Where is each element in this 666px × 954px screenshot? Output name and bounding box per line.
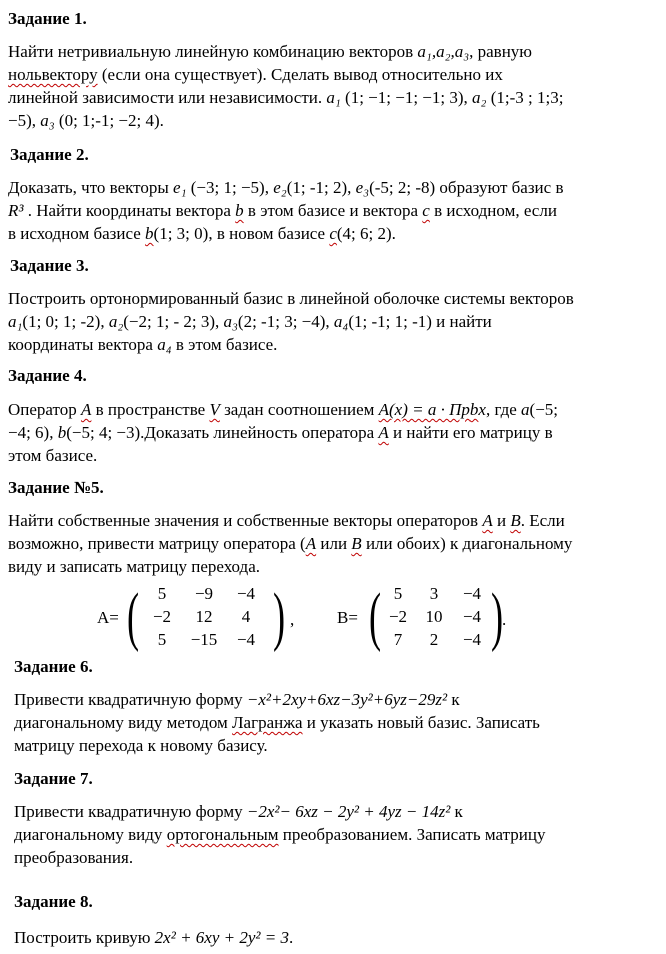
matrix-a-left-paren: (: [126, 580, 140, 653]
matrix-b-label: B=: [337, 608, 358, 627]
task-7-line-3: преобразования.: [14, 848, 134, 867]
task-1-line-4: −5), a₃ (0; 1;-1; −2; 4).: [8, 111, 164, 130]
matrix-b-left-paren: (: [368, 580, 382, 653]
task-6-title: Задание 6.: [14, 657, 93, 676]
matrix-b-cell: −4: [462, 607, 482, 626]
matrix-b-cell: 2: [429, 630, 439, 649]
task-7-title: Задание 7.: [14, 769, 93, 788]
matrix-b: [362, 582, 512, 654]
matrix-a-cell: 5: [157, 630, 167, 649]
matrix-b-cell: 7: [393, 630, 403, 649]
task-3-line-1: Построить ортонормированный базис в линейной оболочке системы векторов: [8, 289, 574, 308]
task-6-line-1: Привести квадратичную форму −x²+2xy+6xz−3y²+6yz−29z² к: [14, 690, 460, 709]
matrix-b-cell: −4: [462, 584, 482, 603]
task-3-line-3: координаты вектора a₄ в этом базисе.: [8, 335, 278, 354]
matrix-b-cell: −2: [388, 607, 408, 626]
task-3-line-2: a₁(1; 0; 1; -2), a₂(−2; 1; - 2; 3), a₃(2; -1; 3; −4), a₄(1; -1; 1; -1) и найти: [8, 312, 492, 331]
matrix-a-cell: −4: [236, 630, 256, 649]
task-4-title: Задание 4.: [8, 366, 87, 385]
task-2-line-3: в исходном базисе b(1; 3; 0), в новом базисе c(4; 6; 2).: [8, 224, 396, 243]
task-5-line-3: виду и записать матрицу перехода.: [8, 557, 260, 576]
task-1-line-2: нольвектору (если она существует). Сделать вывод относительно их: [8, 65, 503, 84]
task-5-line-2: возможно, привести матрицу оператора (A или B или обоих) к диагональному: [8, 534, 573, 553]
task-8-title: Задание 8.: [14, 892, 93, 911]
task-1-line-1: Найти нетривиальную линейную комбинацию векторов a₁,a₂,a₃, равную: [8, 42, 533, 61]
task-1-line-3: линейной зависимости или независимости. a₁ (1; −1; −1; −1; 3), a₂ (1;-3 ; 1;3;: [8, 88, 564, 107]
matrix-b-end: .: [502, 610, 507, 629]
matrix-a-cell: −4: [236, 584, 256, 603]
matrix-a-right-paren: ): [272, 580, 286, 653]
matrix-a-cell: −9: [194, 584, 214, 603]
matrix-a-cell: 4: [241, 607, 251, 626]
matrix-a: [120, 582, 290, 654]
task-2-line-2: R³ . Найти координаты вектора b в этом базисе и вектора c в исходном, если: [8, 201, 557, 220]
matrix-b-right-paren: ): [490, 580, 504, 653]
task-7-line-2: диагональному виду ортогональным преобразованием. Записать матрицу: [14, 825, 546, 844]
task-6-line-2: диагональному виду методом Лагранжа и указать новый базис. Записать: [14, 713, 540, 732]
task-1-title: Задание 1.: [8, 9, 87, 28]
task-2-title: Задание 2.: [10, 145, 89, 164]
matrix-a-end: ,: [290, 610, 295, 629]
matrix-b-cell: 3: [429, 584, 439, 603]
matrix-a-cell: −2: [152, 607, 172, 626]
task-5-line-1: Найти собственные значения и собственные векторы операторов A и B. Если: [8, 511, 565, 530]
matrix-b-cell: −4: [462, 630, 482, 649]
task-5-title: Задание №5.: [8, 478, 104, 497]
task-4-line-2: −4; 6), b(−5; 4; −3).Доказать линейность оператора A и найти его матрицу в: [8, 423, 553, 442]
task-4-line-1: Оператор A в пространстве V задан соотношением A(x) = a · Прbx, где a(−5;: [8, 400, 559, 419]
task-6-line-3: матрицу перехода к новому базису.: [14, 736, 268, 755]
task-7-line-1: Привести квадратичную форму −2x²− 6xz − 2y² + 4yz − 14z² к: [14, 802, 463, 821]
matrix-b-cell: 5: [393, 584, 403, 603]
task-8-line-1: Построить кривую 2x² + 6xy + 2y² = 3.: [14, 928, 294, 947]
matrix-a-cell: 12: [195, 607, 213, 626]
matrix-a-cell: −15: [190, 630, 218, 649]
matrix-a-cell: 5: [157, 584, 167, 603]
matrix-b-cell: 10: [425, 607, 443, 626]
matrix-a-label: A=: [97, 608, 119, 627]
task-3-title: Задание 3.: [10, 256, 89, 275]
task-4-line-3: этом базисе.: [8, 446, 98, 465]
task-2-line-1: Доказать, что векторы e₁ (−3; 1; −5), e₂(1; -1; 2), e₃(-5; 2; -8) образуют базис в: [8, 178, 564, 197]
